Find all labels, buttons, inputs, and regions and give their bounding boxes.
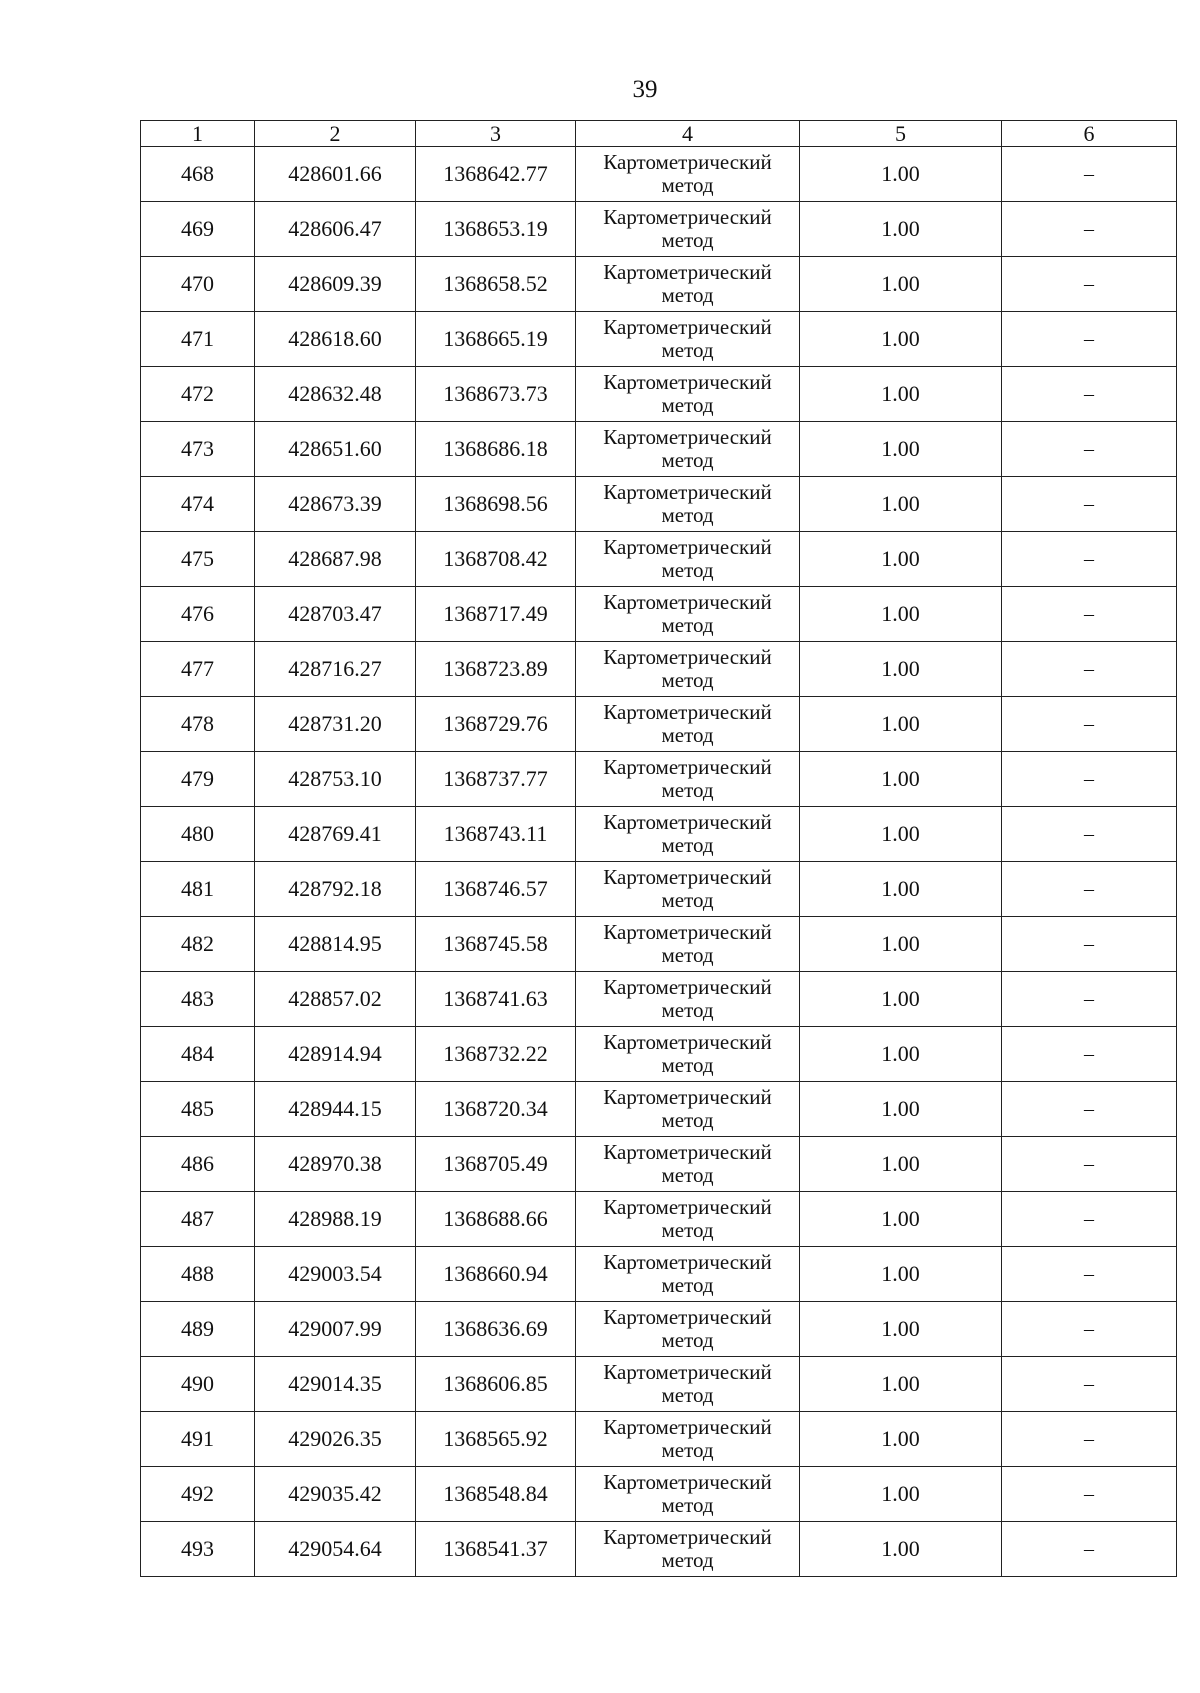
note-cell: – (1002, 917, 1177, 972)
point-number-cell: 485 (141, 1082, 255, 1137)
method-cell: Картометрический метод (576, 1302, 800, 1357)
x-coordinate-cell: 428632.48 (255, 367, 416, 422)
method-cell: Картометрический метод (576, 477, 800, 532)
accuracy-cell: 1.00 (800, 257, 1002, 312)
y-coordinate-cell: 1368720.34 (416, 1082, 576, 1137)
note-cell: – (1002, 422, 1177, 477)
y-coordinate-cell: 1368708.42 (416, 532, 576, 587)
table-body (141, 147, 1177, 1577)
table-row (141, 147, 1177, 202)
y-coordinate-cell: 1368698.56 (416, 477, 576, 532)
note-cell: – (1002, 1247, 1177, 1302)
point-number-cell: 472 (141, 367, 255, 422)
x-coordinate-cell: 428731.20 (255, 697, 416, 752)
table-row (141, 972, 1177, 1027)
y-coordinate-cell: 1368705.49 (416, 1137, 576, 1192)
y-coordinate-cell: 1368741.63 (416, 972, 576, 1027)
note-cell: – (1002, 147, 1177, 202)
method-cell: Картометрический метод (576, 752, 800, 807)
x-coordinate-cell: 428753.10 (255, 752, 416, 807)
point-number-cell: 490 (141, 1357, 255, 1412)
method-cell: Картометрический метод (576, 1467, 800, 1522)
y-coordinate-cell: 1368653.19 (416, 202, 576, 257)
point-number-cell: 478 (141, 697, 255, 752)
point-number-cell: 471 (141, 312, 255, 367)
table-row (141, 367, 1177, 422)
accuracy-cell: 1.00 (800, 972, 1002, 1027)
table-row (141, 1137, 1177, 1192)
accuracy-cell: 1.00 (800, 422, 1002, 477)
accuracy-cell: 1.00 (800, 1082, 1002, 1137)
table-row (141, 312, 1177, 367)
note-cell: – (1002, 312, 1177, 367)
header-cell-6: 6 (1002, 121, 1177, 147)
accuracy-cell: 1.00 (800, 862, 1002, 917)
table-row (141, 1467, 1177, 1522)
y-coordinate-cell: 1368673.73 (416, 367, 576, 422)
y-coordinate-cell: 1368606.85 (416, 1357, 576, 1412)
header-cell-2: 2 (255, 121, 416, 147)
note-cell: – (1002, 972, 1177, 1027)
header-cell-4: 4 (576, 121, 800, 147)
y-coordinate-cell: 1368665.19 (416, 312, 576, 367)
point-number-cell: 488 (141, 1247, 255, 1302)
point-number-cell: 483 (141, 972, 255, 1027)
table-row (141, 752, 1177, 807)
point-number-cell: 482 (141, 917, 255, 972)
point-number-cell: 492 (141, 1467, 255, 1522)
y-coordinate-cell: 1368686.18 (416, 422, 576, 477)
method-cell: Картометрический метод (576, 1137, 800, 1192)
y-coordinate-cell: 1368717.49 (416, 587, 576, 642)
table-row (141, 1082, 1177, 1137)
accuracy-cell: 1.00 (800, 367, 1002, 422)
method-cell: Картометрический метод (576, 697, 800, 752)
y-coordinate-cell: 1368642.77 (416, 147, 576, 202)
y-coordinate-cell: 1368548.84 (416, 1467, 576, 1522)
x-coordinate-cell: 429014.35 (255, 1357, 416, 1412)
method-cell: Картометрический метод (576, 257, 800, 312)
note-cell: – (1002, 1082, 1177, 1137)
point-number-cell: 469 (141, 202, 255, 257)
point-number-cell: 487 (141, 1192, 255, 1247)
table-header (141, 121, 1177, 147)
point-number-cell: 473 (141, 422, 255, 477)
note-cell: – (1002, 1192, 1177, 1247)
note-cell: – (1002, 1027, 1177, 1082)
point-number-cell: 493 (141, 1522, 255, 1577)
note-cell: – (1002, 1137, 1177, 1192)
table-row (141, 1192, 1177, 1247)
point-number-cell: 474 (141, 477, 255, 532)
accuracy-cell: 1.00 (800, 752, 1002, 807)
y-coordinate-cell: 1368729.76 (416, 697, 576, 752)
accuracy-cell: 1.00 (800, 1412, 1002, 1467)
method-cell: Картометрический метод (576, 972, 800, 1027)
accuracy-cell: 1.00 (800, 1192, 1002, 1247)
x-coordinate-cell: 428944.15 (255, 1082, 416, 1137)
accuracy-cell: 1.00 (800, 587, 1002, 642)
method-cell: Картометрический метод (576, 1192, 800, 1247)
y-coordinate-cell: 1368636.69 (416, 1302, 576, 1357)
note-cell: – (1002, 532, 1177, 587)
table-row (141, 642, 1177, 697)
x-coordinate-cell: 428769.41 (255, 807, 416, 862)
point-number-cell: 476 (141, 587, 255, 642)
method-cell: Картометрический метод (576, 1412, 800, 1467)
point-number-cell: 480 (141, 807, 255, 862)
y-coordinate-cell: 1368737.77 (416, 752, 576, 807)
x-coordinate-cell: 428673.39 (255, 477, 416, 532)
table-row (141, 1302, 1177, 1357)
table-row (141, 917, 1177, 972)
method-cell: Картометрический метод (576, 642, 800, 697)
note-cell: – (1002, 202, 1177, 257)
x-coordinate-cell: 429054.64 (255, 1522, 416, 1577)
note-cell: – (1002, 862, 1177, 917)
point-number-cell: 489 (141, 1302, 255, 1357)
y-coordinate-cell: 1368745.58 (416, 917, 576, 972)
y-coordinate-cell: 1368688.66 (416, 1192, 576, 1247)
point-number-cell: 468 (141, 147, 255, 202)
x-coordinate-cell: 428988.19 (255, 1192, 416, 1247)
x-coordinate-cell: 428857.02 (255, 972, 416, 1027)
method-cell: Картометрический метод (576, 1082, 800, 1137)
method-cell: Картометрический метод (576, 367, 800, 422)
accuracy-cell: 1.00 (800, 1467, 1002, 1522)
x-coordinate-cell: 429026.35 (255, 1412, 416, 1467)
accuracy-cell: 1.00 (800, 477, 1002, 532)
table-row (141, 862, 1177, 917)
note-cell: – (1002, 1302, 1177, 1357)
accuracy-cell: 1.00 (800, 917, 1002, 972)
y-coordinate-cell: 1368541.37 (416, 1522, 576, 1577)
table-row (141, 1522, 1177, 1577)
method-cell: Картометрический метод (576, 147, 800, 202)
table-row (141, 202, 1177, 257)
method-cell: Картометрический метод (576, 422, 800, 477)
table-row (141, 807, 1177, 862)
y-coordinate-cell: 1368658.52 (416, 257, 576, 312)
accuracy-cell: 1.00 (800, 697, 1002, 752)
method-cell: Картометрический метод (576, 202, 800, 257)
note-cell: – (1002, 1467, 1177, 1522)
note-cell: – (1002, 807, 1177, 862)
table-row (141, 532, 1177, 587)
table-row (141, 697, 1177, 752)
x-coordinate-cell: 428703.47 (255, 587, 416, 642)
table-row (141, 477, 1177, 532)
method-cell: Картометрический метод (576, 1357, 800, 1412)
note-cell: – (1002, 752, 1177, 807)
accuracy-cell: 1.00 (800, 1137, 1002, 1192)
accuracy-cell: 1.00 (800, 312, 1002, 367)
note-cell: – (1002, 367, 1177, 422)
x-coordinate-cell: 428792.18 (255, 862, 416, 917)
x-coordinate-cell: 429035.42 (255, 1467, 416, 1522)
accuracy-cell: 1.00 (800, 147, 1002, 202)
y-coordinate-cell: 1368723.89 (416, 642, 576, 697)
accuracy-cell: 1.00 (800, 807, 1002, 862)
accuracy-cell: 1.00 (800, 1522, 1002, 1577)
point-number-cell: 475 (141, 532, 255, 587)
accuracy-cell: 1.00 (800, 1247, 1002, 1302)
note-cell: – (1002, 642, 1177, 697)
note-cell: – (1002, 697, 1177, 752)
method-cell: Картометрический метод (576, 862, 800, 917)
table-row (141, 587, 1177, 642)
x-coordinate-cell: 428618.60 (255, 312, 416, 367)
x-coordinate-cell: 428814.95 (255, 917, 416, 972)
point-number-cell: 470 (141, 257, 255, 312)
point-number-cell: 481 (141, 862, 255, 917)
y-coordinate-cell: 1368746.57 (416, 862, 576, 917)
note-cell: – (1002, 587, 1177, 642)
table-row (141, 422, 1177, 477)
table-row (141, 1027, 1177, 1082)
accuracy-cell: 1.00 (800, 1302, 1002, 1357)
table-row (141, 257, 1177, 312)
point-number-cell: 486 (141, 1137, 255, 1192)
accuracy-cell: 1.00 (800, 642, 1002, 697)
page-number: 39 (632, 76, 658, 103)
accuracy-cell: 1.00 (800, 1027, 1002, 1082)
y-coordinate-cell: 1368732.22 (416, 1027, 576, 1082)
method-cell: Картометрический метод (576, 587, 800, 642)
point-number-cell: 484 (141, 1027, 255, 1082)
method-cell: Картометрический метод (576, 312, 800, 367)
point-number-cell: 479 (141, 752, 255, 807)
header-cell-1: 1 (141, 121, 255, 147)
x-coordinate-cell: 428609.39 (255, 257, 416, 312)
method-cell: Картометрический метод (576, 917, 800, 972)
table-row (141, 1357, 1177, 1412)
point-number-cell: 491 (141, 1412, 255, 1467)
x-coordinate-cell: 428716.27 (255, 642, 416, 697)
note-cell: – (1002, 257, 1177, 312)
x-coordinate-cell: 428687.98 (255, 532, 416, 587)
y-coordinate-cell: 1368660.94 (416, 1247, 576, 1302)
note-cell: – (1002, 1357, 1177, 1412)
table-row (141, 1247, 1177, 1302)
y-coordinate-cell: 1368565.92 (416, 1412, 576, 1467)
method-cell: Картометрический метод (576, 1522, 800, 1577)
coordinates-table (140, 120, 1177, 1577)
x-coordinate-cell: 429007.99 (255, 1302, 416, 1357)
method-cell: Картометрический метод (576, 807, 800, 862)
x-coordinate-cell: 428606.47 (255, 202, 416, 257)
x-coordinate-cell: 428970.38 (255, 1137, 416, 1192)
x-coordinate-cell: 428914.94 (255, 1027, 416, 1082)
table-row (141, 1412, 1177, 1467)
x-coordinate-cell: 428651.60 (255, 422, 416, 477)
x-coordinate-cell: 428601.66 (255, 147, 416, 202)
header-row (141, 121, 1177, 147)
note-cell: – (1002, 1412, 1177, 1467)
method-cell: Картометрический метод (576, 1027, 800, 1082)
x-coordinate-cell: 429003.54 (255, 1247, 416, 1302)
y-coordinate-cell: 1368743.11 (416, 807, 576, 862)
accuracy-cell: 1.00 (800, 202, 1002, 257)
point-number-cell: 477 (141, 642, 255, 697)
note-cell: – (1002, 477, 1177, 532)
header-cell-5: 5 (800, 121, 1002, 147)
method-cell: Картометрический метод (576, 532, 800, 587)
method-cell: Картометрический метод (576, 1247, 800, 1302)
header-cell-3: 3 (416, 121, 576, 147)
note-cell: – (1002, 1522, 1177, 1577)
accuracy-cell: 1.00 (800, 532, 1002, 587)
accuracy-cell: 1.00 (800, 1357, 1002, 1412)
